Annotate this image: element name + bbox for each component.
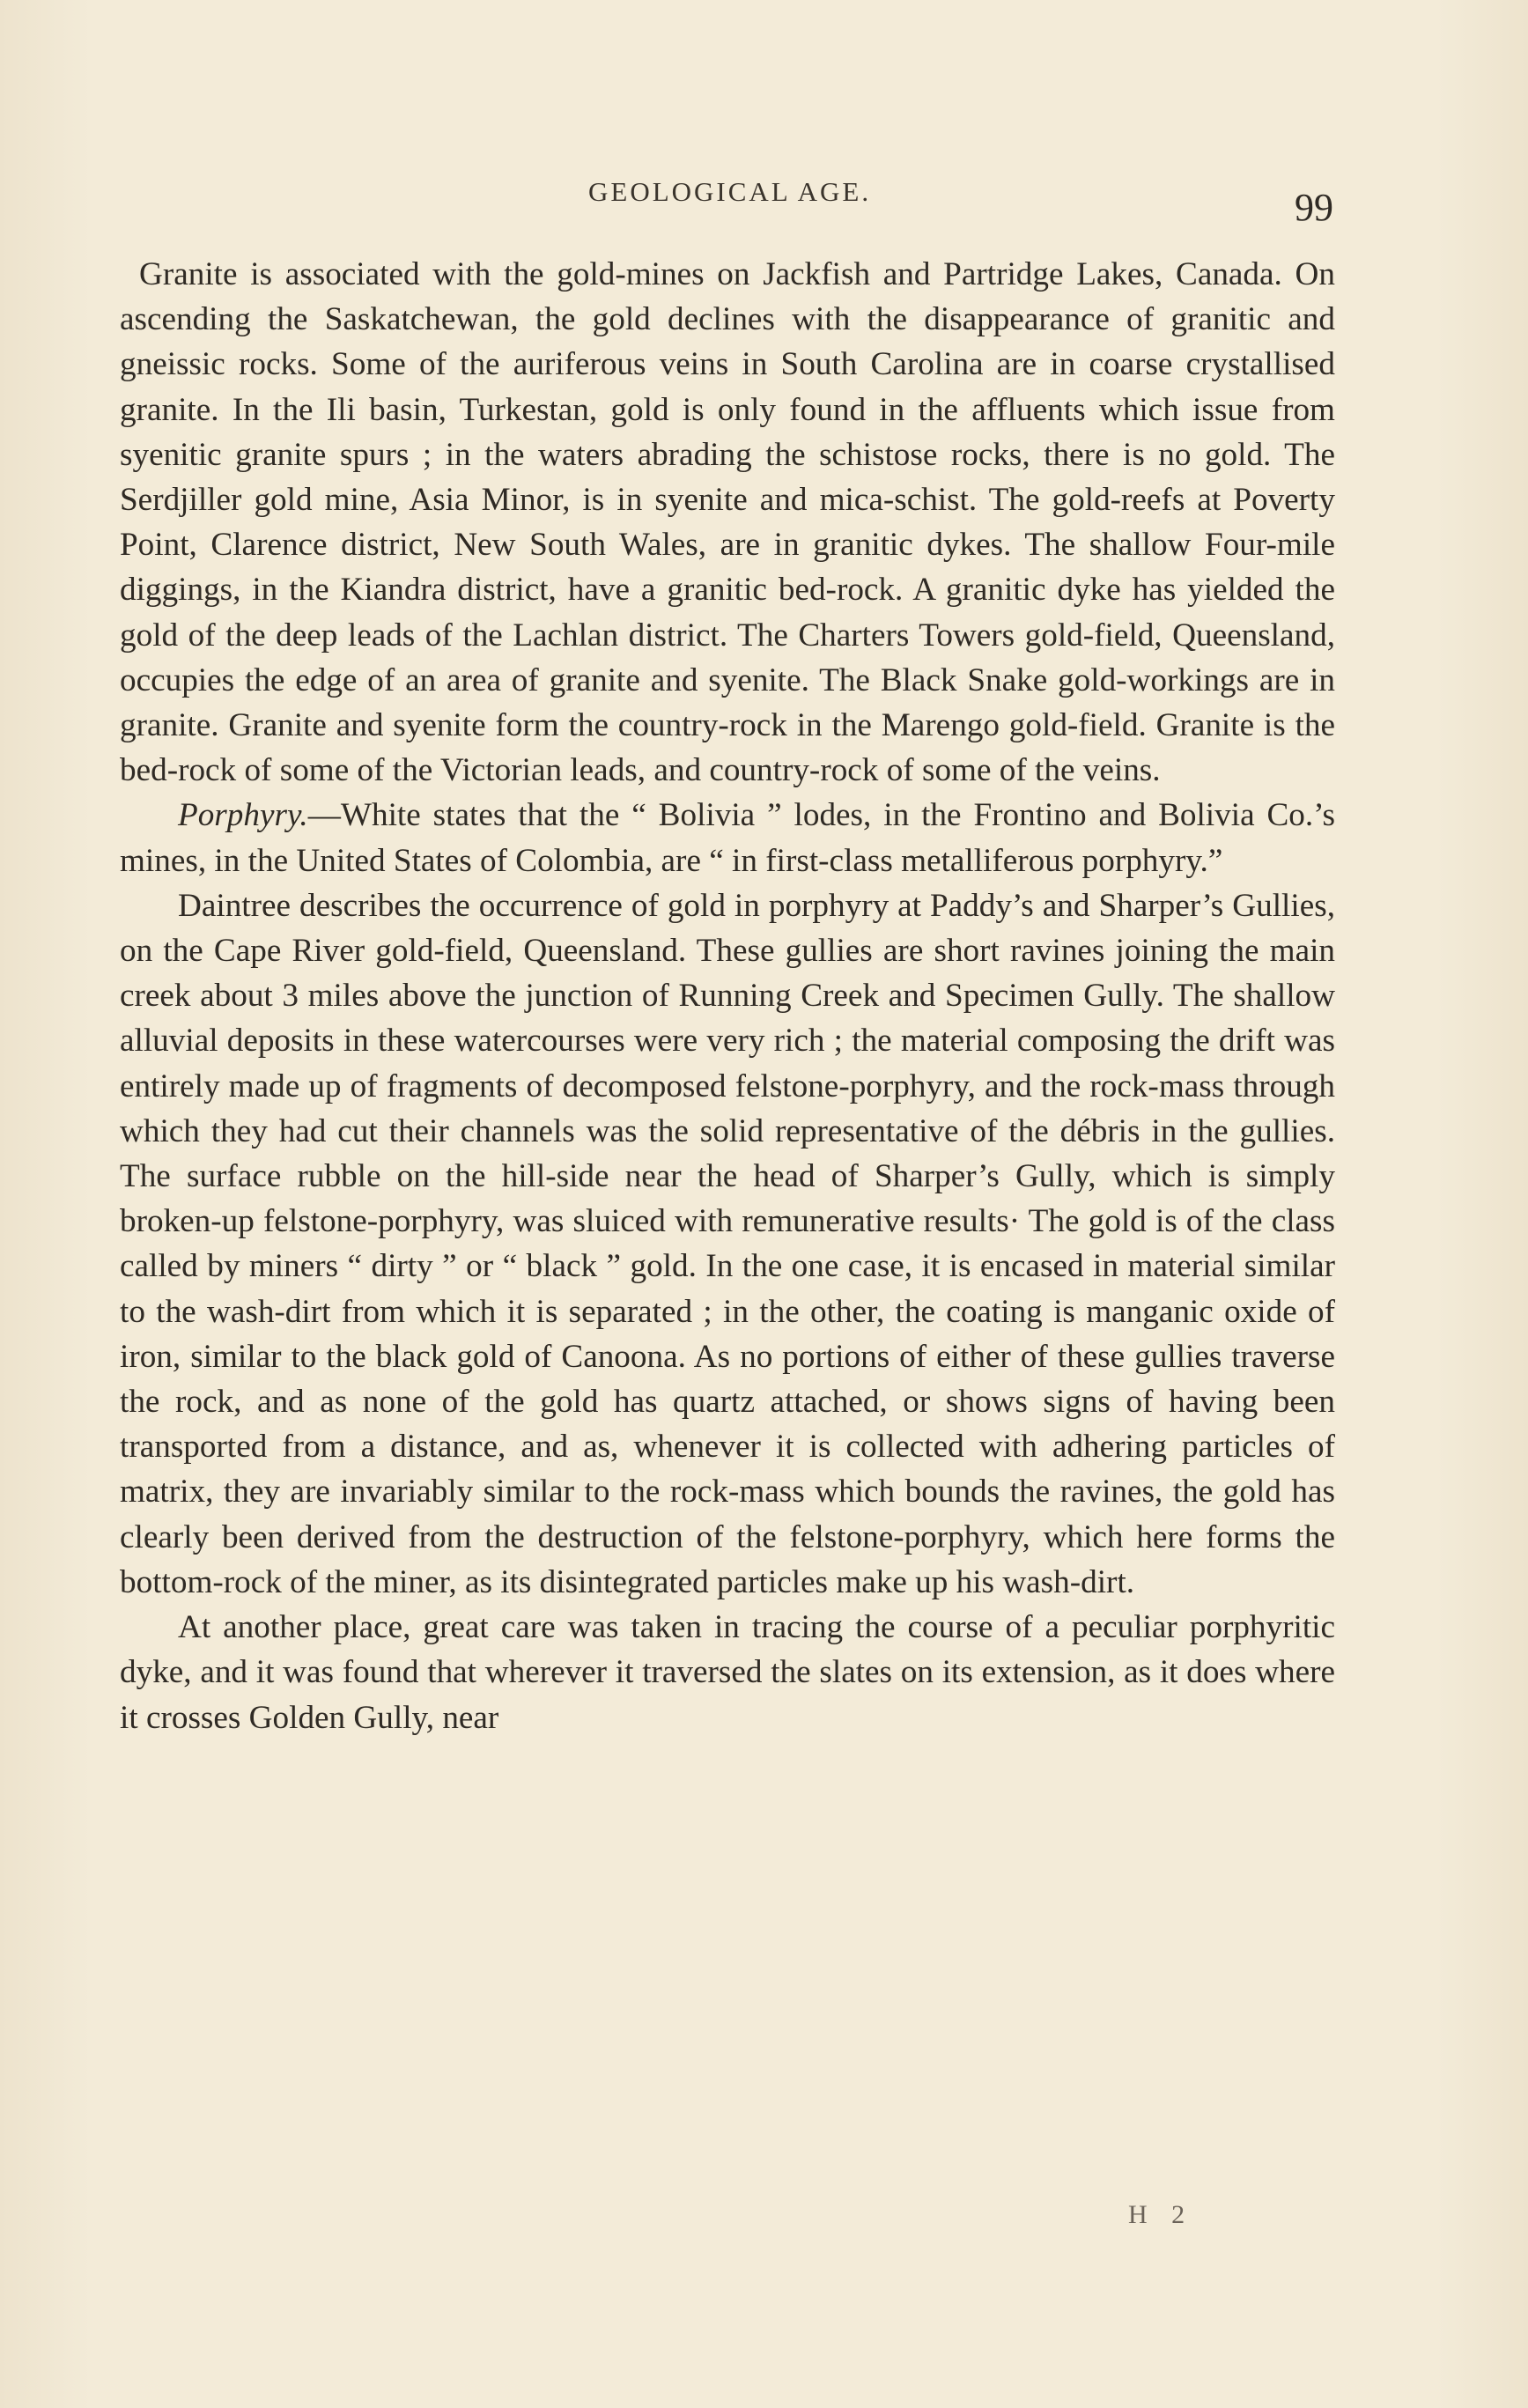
porphyry-text: —White states that the “ Bolivia ” lodes, in the Frontino and Bolivia Co.’s mines, in the United States of Colombia, are “ in first-class metalliferous porphyry.” xyxy=(120,797,1335,879)
porphyry-heading: Porphyry. xyxy=(178,797,308,834)
body-text xyxy=(120,252,1335,1740)
paragraph-porphyry xyxy=(120,793,1335,883)
running-head: GEOLOGICAL AGE. xyxy=(588,176,872,207)
signature-mark: H 2 xyxy=(1128,2200,1194,2229)
paragraph-granite: Granite is associated with the gold-mines on Jackfish and Partridge Lakes, Canada. On ascending the Saskatchewan, the gold declines with the disappearance of granitic and gneissic rocks. Some of the auriferous veins in South Carolina are in coarse crystallised granite. In the Ili basin, Turkestan, gold is only found in the affluents which issue from syenitic granite spurs ; in the waters abrading the schistose rocks, there is no gold. The Serdjiller gold mine, Asia Minor, is in syenite and mica-schist. The gold-reefs at Poverty Point, Clarence district, New South Wales, are in granitic dykes. The shallow Four-mile diggings, in the Kiandra district, have a granitic bed-rock. A granitic dyke has yielded the gold of the deep leads of the Lachlan district. The Charters Towers gold-field, Queensland, occupies the edge of an area of granite and syenite. The Black Snake gold-workings are in granite. Granite and syenite form the country-rock in the Marengo gold-field. Granite is the bed-rock of some of the Victorian leads, and country-rock of some of the veins. xyxy=(120,256,1335,789)
paragraph-daintree: Daintree describes the occurrence of gold in porphyry at Paddy’s and Sharper’s Gullies, on the Cape River gold-field, Queensland. These gullies are short ravines joining the main creek about 3 miles above the junction of Running Creek and Specimen Gully. The shallow alluvial deposits in these watercourses were very rich ; the material composing the drift was entirely made up of fragments of decomposed felstone-porphyry, and the rock-mass through which they had cut their channels was the solid representative of the débris in the gullies. The surface rubble on the hill-side near the head of Sharper’s Gully, which is simply broken-up felstone-porphyry, was sluiced with remunerative results· The gold is of the class called by miners “ dirty ” or “ black ” gold. In the one case, it is encased in material similar to the wash-dirt from which it is separated ; in the other, the coating is manganic oxide of iron, similar to the black gold of Canoona. As no portions of either of these gullies traverse the rock, and as none of the gold has quartz attached, or shows signs of having been transported from a distance, and as, whenever it is collected with adhering particles of matrix, they are invariably similar to the rock-mass which bounds the ravines, the gold has clearly been derived from the destruction of the felstone-porphyry, which here forms the bottom-rock of the miner, as its disintegrated particles make up his wash-dirt. xyxy=(120,887,1335,1600)
page-number: 99 xyxy=(1295,186,1333,229)
paragraph-another-place: At another place, great care was taken in tracing the course of a peculiar porphyritic dyke, and it was found that wherever it traversed the slates on its extension, as it does where it crosses Golden Gully, near xyxy=(120,1609,1335,1736)
